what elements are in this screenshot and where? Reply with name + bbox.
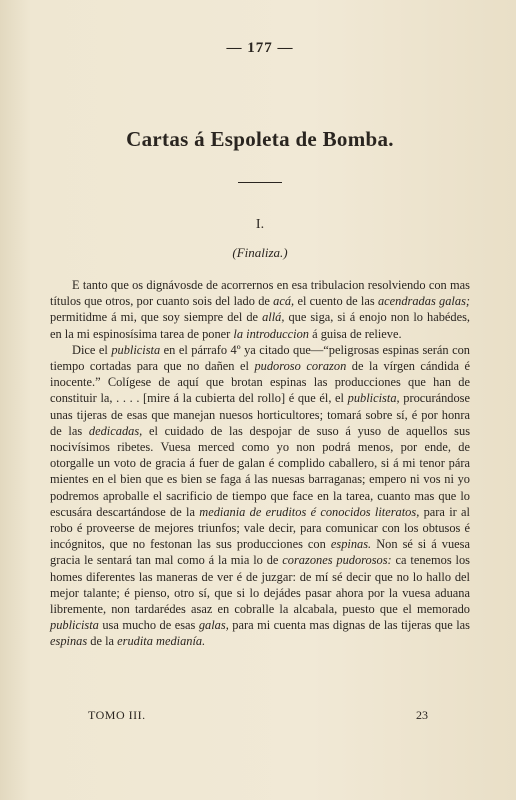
text-run: en el párrafo 4º ya citado que—“peligrosas espinas serán con tiempo cortadas para que no dañen el (50, 342, 470, 374)
italic-text: galas, (198, 618, 229, 633)
text-run: E tanto que os dignávosde de acorrernos en esa tribulacion resolviendo con mas títulos que otros, por cuanto sois del lado de (50, 278, 470, 309)
italic-text: mediania de eruditos é conocidos literatos, (199, 504, 420, 519)
italic-text: allá, (262, 310, 285, 325)
text-run: permitidme á mi, que soy siempre del de (50, 310, 263, 325)
text-run: de la vírgen cándida é inocente.” Colígese de aquí que brotan espinas las producciones que han de constituir la, . . . . [mire á la cubierta del rollo] é que él, el (50, 359, 470, 406)
title-divider (238, 182, 282, 183)
italic-text: espinas. (330, 537, 372, 552)
italic-text: corazones pudorosos: (282, 553, 392, 568)
text-run: procurándose unas tijeras de esas que manejan nuesos horticultores; tomará sobre sí, é por honra de las (50, 391, 471, 438)
section-numeral: I. (255, 217, 265, 232)
paragraph (50, 277, 470, 342)
text-run: para mi cuenta mas dignas de las tijeras que las (228, 618, 470, 633)
italic-text: acá, (273, 294, 295, 309)
body-text (50, 277, 470, 650)
italic-text: publicista (50, 618, 99, 633)
signature-mark: 23 (416, 708, 428, 722)
text-run: para ir al robo é proveerse de mejores triunfos; vale decir, para comunicar con los obtusos é incógnitos, que no festonan las sus producciones con (50, 504, 471, 552)
italic-text: publicista, (347, 391, 400, 406)
text-run: el cuento de las (294, 294, 378, 309)
text-run: usa mucho de esas (98, 618, 199, 633)
text-run: que siga, si á enojo non lo habédes, en la mi espinosísima tarea de poner (50, 310, 470, 341)
italic-text: dedicadas, (88, 423, 143, 438)
paragraph (50, 342, 470, 650)
italic-text: pudoroso corazon (254, 359, 347, 374)
text-run: de la (87, 634, 118, 649)
text-run: el cuidado de las despojar de suso á yuso de aquellos sus nocivísimos ribetes. Vuesa merced como yo non podrá menos, por ende, de otorgalle un voto de gracia á fuer de galan é complido caballero, si á mi tenor pára mientes en el bien que es bien se faga á las nuesas barraganas; empero ni vos ni yo podremos aproballe el sacrificio de tiempo que face en la tarea, cuanto mas que lo escusára descartándose de la (50, 423, 471, 519)
italic-text: la introduccion (233, 326, 310, 341)
article-title: Cartas á Espoleta de Bomba. (126, 127, 394, 151)
text-run: ca tenemos los homes diferentes las maneras de ver é de juzgar: de mí sé decir que no lo hallo del mejor talante; é pienso, otro sí, que si lo dejádes pasar ahora por la vuesa aduana libremente, non tardarédes asaz en cobralle la alcabala, puesto que el memorado (50, 553, 470, 617)
text-run: Dice el (72, 342, 112, 357)
section-subtitle: (Finaliza.) (232, 245, 288, 260)
page-number: — 177 — (226, 40, 294, 56)
volume-label: TOMO III. (88, 708, 146, 722)
text-run: á guisa de relieve. (309, 326, 402, 341)
italic-text: erudita medianía. (117, 634, 206, 649)
italic-text: publicista (111, 342, 161, 357)
italic-text: acendradas galas; (377, 294, 471, 309)
text-run: Non sé si á vuesa gracia le sentará tan mal como á la mia lo de (50, 537, 470, 568)
italic-text: espinas (50, 634, 88, 649)
page-footer (88, 708, 428, 723)
